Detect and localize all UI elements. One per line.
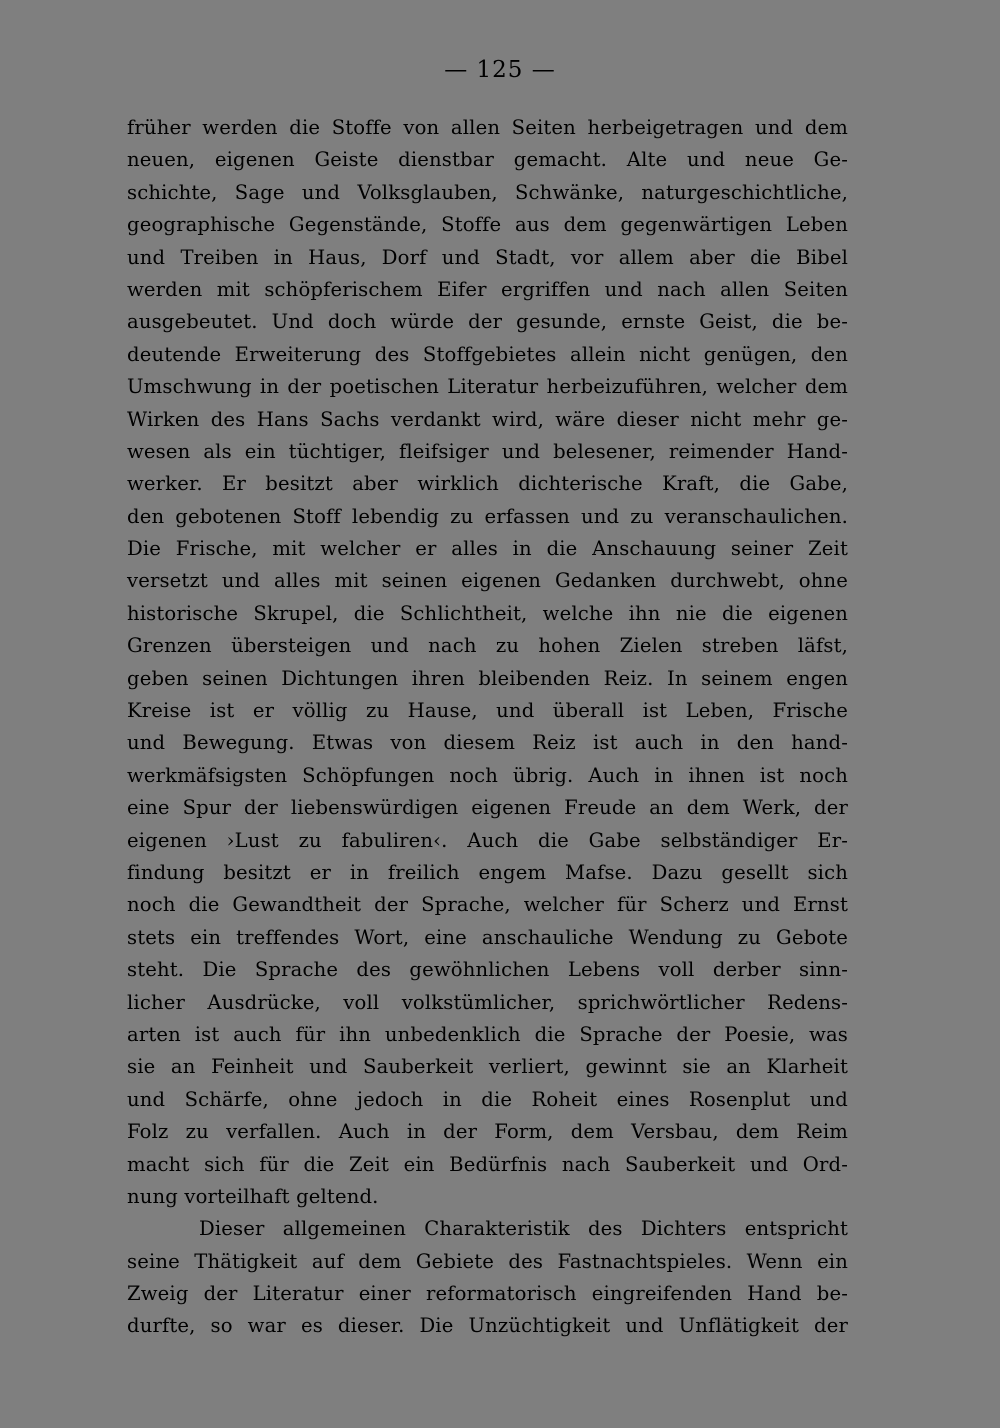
text-line: und Treiben in Haus, Dorf und Stadt, vor allem aber die Bibel xyxy=(127,245,848,269)
text-line: eigenen ›Lust zu fabuliren‹. Auch die Gabe selbständiger Er- xyxy=(127,828,848,852)
text-line: licher Ausdrücke, voll volkstümlicher, sprichwörtlicher Redens- xyxy=(127,990,848,1014)
text-line: deutende Erweiterung des Stoffgebietes allein nicht genügen, den xyxy=(127,342,848,366)
page-number: — 125 — xyxy=(444,57,556,83)
paragraph-end-line: nung vorteilhaft geltend. xyxy=(127,1184,379,1208)
text-line: und Bewegung. Etwas von diesem Reiz ist auch in den hand- xyxy=(127,731,848,755)
text-line: noch die Gewandtheit der Sprache, welcher für Scherz und Ernst xyxy=(127,893,848,917)
text-line: werker. Er besitzt aber wirklich dichterische Kraft, die Gabe, xyxy=(127,472,848,496)
text-line: ausgebeutet. Und doch würde der gesunde, ernste Geist, die be- xyxy=(127,310,848,334)
text-line: werkmäfsigsten Schöpfungen noch übrig. Auch in ihnen ist noch xyxy=(127,763,848,787)
text-line: stets ein treffendes Wort, eine anschauliche Wendung zu Gebote xyxy=(127,925,848,949)
text-line: Grenzen übersteigen und nach zu hohen Zielen streben läfst, xyxy=(127,634,848,658)
text-line: Kreise ist er völlig zu Hause, und überall ist Leben, Frische xyxy=(127,699,848,723)
text-line: und Schärfe, ohne jedoch in die Roheit eines Rosenplut und xyxy=(127,1087,848,1111)
text-line: Die Frische, mit welcher er alles in die Anschauung seiner Zeit xyxy=(127,537,848,561)
text-line: versetzt und alles mit seinen eigenen Gedanken durchwebt, ohne xyxy=(127,569,848,593)
text-line: Folz zu verfallen. Auch in der Form, dem Versbau, dem Reim xyxy=(127,1120,848,1144)
text-line: arten ist auch für ihn unbedenklich die Sprache der Poesie, was xyxy=(127,1022,848,1046)
text-line: Zweig der Literatur einer reformatorisch eingreifenden Hand be- xyxy=(127,1282,848,1306)
paragraph-start-line: Dieser allgemeinen Charakteristik des Dichters entspricht xyxy=(199,1217,848,1241)
text-line: neuen, eigenen Geiste dienstbar gemacht. Alte und neue Ge- xyxy=(127,148,848,172)
text-line: schichte, Sage und Volksglauben, Schwänke, naturgeschichtliche, xyxy=(127,180,848,204)
text-line: Wirken des Hans Sachs verdankt wird, wäre dieser nicht mehr ge- xyxy=(127,407,848,431)
text-line: geben seinen Dichtungen ihren bleibenden Reiz. In seinem engen xyxy=(127,666,848,690)
text-line: durfte, so war es dieser. Die Unzüchtigkeit und Unflätigkeit der xyxy=(127,1314,848,1338)
text-line: Umschwung in der poetischen Literatur herbeizuführen, welcher dem xyxy=(127,375,848,399)
text-line: werden mit schöpferischem Eifer ergriffen und nach allen Seiten xyxy=(127,277,848,301)
body-text xyxy=(127,112,848,1343)
text-line: geographische Gegenstände, Stoffe aus dem gegenwärtigen Leben xyxy=(127,213,848,237)
text-line: früher werden die Stoffe von allen Seiten herbeigetragen und dem xyxy=(127,116,848,139)
text-line: den gebotenen Stoff lebendig zu erfassen und zu veranschaulichen. xyxy=(127,504,848,528)
text-line: historische Skrupel, die Schlichtheit, welche ihn nie die eigenen xyxy=(127,601,848,625)
text-line: steht. Die Sprache des gewöhnlichen Lebens voll derber sinn- xyxy=(127,958,848,982)
text-line: eine Spur der liebenswürdigen eigenen Freude an dem Werk, der xyxy=(127,796,848,820)
text-line: seine Thätigkeit auf dem Gebiete des Fastnachtspieles. Wenn ein xyxy=(127,1249,848,1273)
text-line: sie an Feinheit und Sauberkeit verliert, gewinnt sie an Klarheit xyxy=(127,1055,848,1079)
text-line: findung besitzt er in freilich engem Mafse. Dazu gesellt sich xyxy=(127,860,848,884)
text-line: wesen als ein tüchtiger, fleifsiger und belesener, reimender Hand- xyxy=(127,439,848,463)
text-line: macht sich für die Zeit ein Bedürfnis nach Sauberkeit und Ord- xyxy=(127,1152,848,1176)
